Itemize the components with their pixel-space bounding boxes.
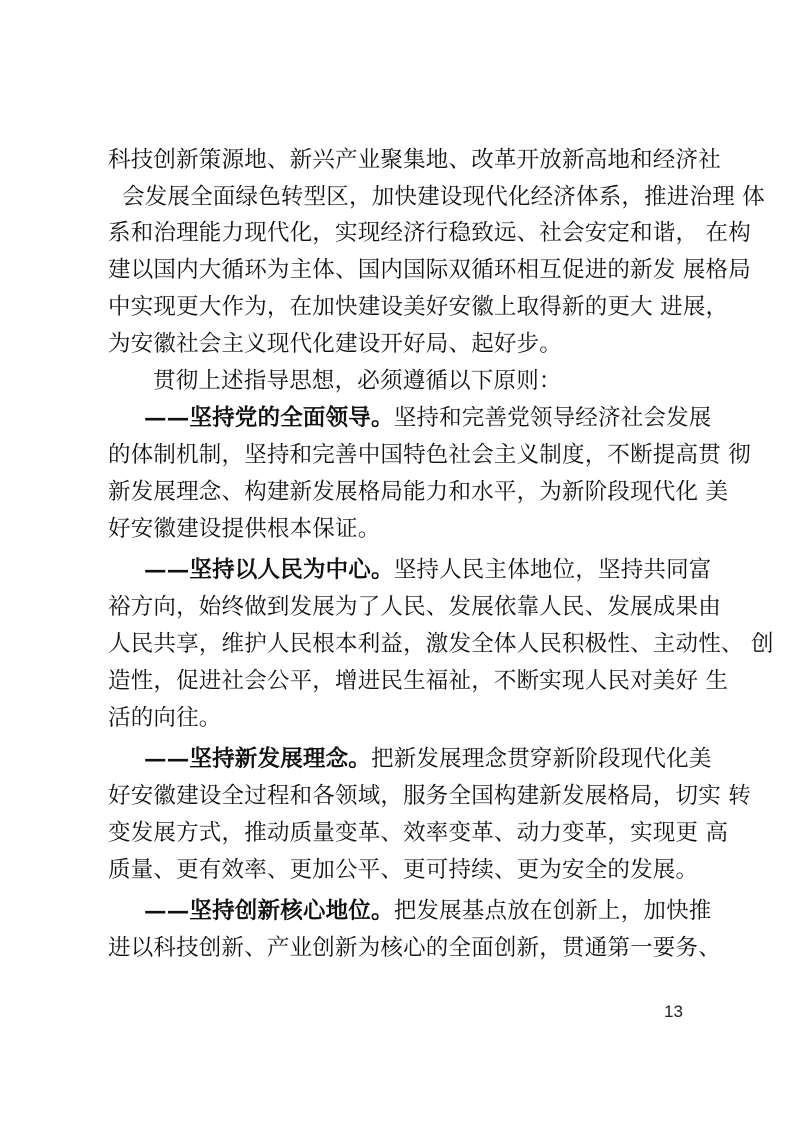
line-text: 的体制机制，坚持和完善中国特色社会主义制度，不断提高贯 彻 (108, 442, 751, 468)
line-text: 新发展理念、构建新发展格局能力和水平，为新阶段现代化 美 (108, 479, 729, 505)
principle-heading: ——坚持创新核心地位。 (144, 898, 394, 924)
line-text: 会发展全面绿色转型区，加快建设现代化经济体系，推进治理 体 (122, 184, 765, 210)
principle-heading: ——坚持党的全面领导。 (144, 405, 394, 431)
page-number: 13 (664, 1002, 683, 1021)
principle-line (144, 896, 734, 926)
line-text: 造性，促进社会公平，增进民生福祉，不断实现人民对美好 生 (108, 668, 729, 694)
line-text: 科技创新策源地、新兴产业聚集地、改革开放新高地和经济社 (108, 147, 721, 173)
body-line (108, 629, 774, 659)
line-text: 贯彻上述指导思想，必须遵循以下原则： (153, 368, 562, 394)
line-text: 系和治理能力现代化，实现经济行稳致远、社会安定和谐， 在构 (108, 220, 751, 246)
line-text: 好安徽建设全过程和各领域，服务全国构建新发展格局，切实 转 (108, 783, 751, 809)
body-line (108, 218, 751, 248)
principle-line (144, 403, 734, 433)
line-text: 好安徽建设提供根本保证。 (108, 516, 381, 542)
line-text: 坚持人民主体地位，坚持共同富 (393, 557, 712, 583)
line-text: 人民共享，维护人民根本利益，激发全体人民积极性、主动性、 创 (108, 631, 774, 657)
body-line (108, 592, 721, 622)
line-text: 把发展基点放在创新上，加快推 (393, 898, 712, 924)
line-text: 活的向往。 (108, 705, 222, 731)
body-line (108, 255, 751, 285)
line-text: 坚持和完善党领导经济社会发展 (393, 405, 712, 431)
body-line (108, 292, 729, 322)
body-line (122, 182, 765, 212)
body-line (108, 145, 721, 175)
line-text: 进以科技创新、产业创新为核心的全面创新，贯通第一要务、 (108, 935, 721, 961)
principle-line (144, 555, 734, 585)
body-line (108, 781, 751, 811)
principle-heading: ——坚持新发展理念。 (144, 746, 372, 772)
body-line (108, 703, 698, 733)
body-line (108, 440, 751, 470)
line-text: 裕方向，始终做到发展为了人民、发展依靠人民、发展成果由 (108, 594, 721, 620)
principle-heading: ——坚持以人民为中心。 (144, 557, 394, 583)
line-text: 为安徽社会主义现代化建设开好局、起好步。 (108, 331, 563, 357)
line-text: 建以国内大循环为主体、国内国际双循环相互促进的新发 展格局 (108, 257, 751, 283)
body-line (153, 366, 743, 396)
body-line (108, 329, 698, 359)
body-line (108, 477, 729, 507)
principle-line (144, 744, 734, 774)
body-line (108, 855, 698, 885)
body-line (108, 514, 698, 544)
body-line (108, 818, 729, 848)
body-line (108, 666, 729, 696)
body-line (108, 933, 721, 963)
line-text: 把新发展理念贯穿新阶段现代化美 (371, 746, 712, 772)
line-text: 质量、更有效率、更加公平、更可持续、更为安全的发展。 (108, 857, 699, 883)
line-text: 变发展方式，推动质量变革、效率变革、动力变革，实现更 高 (108, 820, 729, 846)
line-text: 中实现更大作为，在加快建设美好安徽上取得新的更大 进展， (108, 294, 729, 320)
